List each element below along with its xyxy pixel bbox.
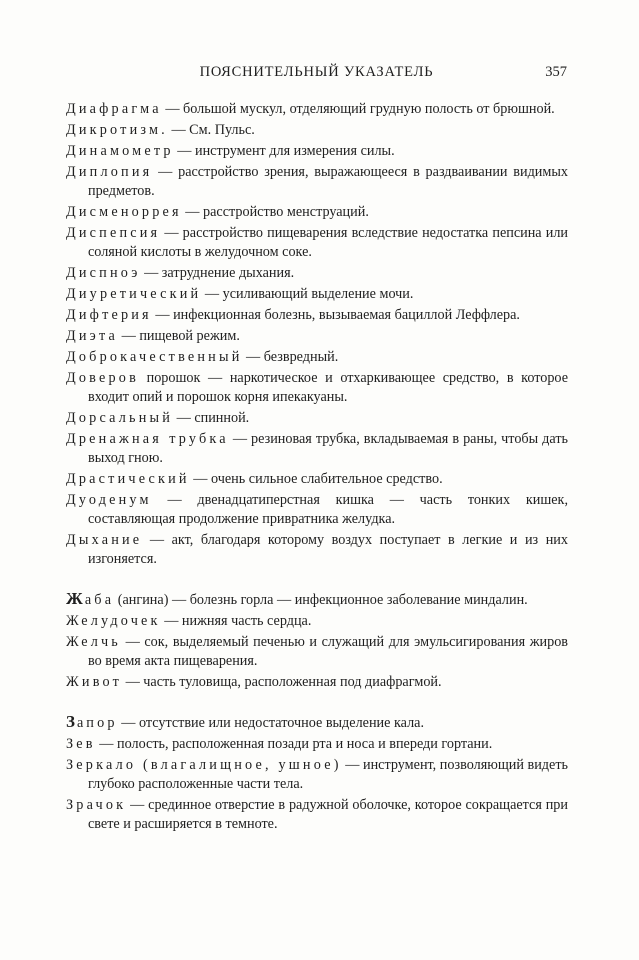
entry-term: Зеркало (влагалищное, ушное) (66, 757, 342, 773)
entry-definition: — См. Пульс. (167, 122, 255, 138)
entry-term: аба (84, 592, 115, 608)
entry-definition: — большой мускул, отделяющий грудную полость от брюшной. (161, 101, 555, 117)
glossary-entry (66, 756, 568, 794)
glossary-entry (66, 633, 568, 671)
page-number: 357 (545, 64, 567, 80)
entry-definition: (ангина) — болезнь горла — инфекционное заболевание миндалин. (114, 592, 528, 608)
glossary-entry (66, 163, 568, 201)
entry-definition: — нижняя часть сердца. (160, 613, 312, 629)
glossary-entry (66, 409, 568, 428)
glossary-entry (66, 531, 568, 569)
entry-definition: — затруднение дыхания. (140, 265, 295, 281)
entry-definition: — расстройство зрения, выражающееся в раздваивании видимых предметов. (88, 164, 568, 199)
section-initial-letter: З (66, 712, 77, 731)
glossary-entry (66, 264, 568, 283)
glossary-entry (66, 121, 568, 140)
glossary-entry (66, 348, 568, 367)
glossary-content (66, 100, 568, 836)
glossary-entry (66, 430, 568, 468)
section-gap (66, 571, 568, 589)
entry-term: Дренажная трубка (66, 431, 229, 447)
entry-definition: — спинной. (173, 410, 250, 426)
entry-definition: — полость, расположенная позади рта и носа и впереди гортани. (95, 736, 493, 752)
glossary-entry (66, 285, 568, 304)
entry-definition: — инструмент для измерения силы. (173, 143, 395, 159)
entry-definition: — пищевой режим. (118, 328, 240, 344)
entry-term: Зрачок (66, 797, 127, 813)
page-title: ПОЯСНИТЕЛЬНЫЙ УКАЗАТЕЛЬ (199, 64, 434, 80)
entry-definition: — расстройство пищеварения вследствие недостатка пепсина или соляной кислоты в желудочном соке. (88, 225, 568, 260)
entry-term: Диспепсия (66, 225, 161, 241)
entry-definition: — инструмент, позволяющий видеть глубоко расположенные части тела. (88, 757, 568, 792)
entry-term: Желчь (66, 634, 121, 650)
entry-term: Диплопия (66, 164, 153, 180)
entry-term: Дуоденум (66, 492, 152, 508)
entry-definition: — усиливающий выделение мочи. (201, 286, 414, 302)
glossary-entry (66, 589, 568, 610)
entry-definition: порошок — наркотическое и отхаркивающее средство, в которое входит опий и порошок корня ипекакуаны. (88, 370, 568, 405)
glossary-entry (66, 369, 568, 407)
glossary-entry (66, 735, 568, 754)
entry-term: Доверов (66, 370, 139, 386)
entry-term: Динамометр (66, 143, 174, 159)
entry-definition: — резиновая трубка, вкладываемая в раны, чтобы дать выход гною. (88, 431, 569, 466)
entry-definition: — двенадцатиперстная кишка — часть тонких кишек, составляющая продолжение привратника желудка. (88, 492, 568, 527)
entry-term: Диэта (66, 328, 119, 344)
entry-definition: — отсутствие или недостаточное выделение кала. (117, 715, 424, 731)
entry-term: Диуретический (66, 286, 202, 302)
entry-definition: — часть туловища, расположенная под диафрагмой. (122, 674, 442, 690)
entry-term: Дыхание (66, 532, 143, 548)
glossary-entry (66, 470, 568, 489)
section-gap (66, 694, 568, 712)
entry-definition: — очень сильное слабительное средство. (189, 471, 443, 487)
entry-definition: — инфекционная болезнь, вызываемая бациллой Леффлера. (151, 307, 520, 323)
glossary-entry (66, 796, 568, 834)
glossary-entry (66, 491, 568, 529)
entry-term: Живот (66, 674, 123, 690)
entry-term: Диспноэ (66, 265, 141, 281)
entry-term: Драстический (66, 471, 190, 487)
glossary-entry (66, 142, 568, 161)
running-header (66, 64, 567, 86)
entry-term: Доброкачественный (66, 349, 243, 365)
entry-term: Дисменоррея (66, 204, 182, 220)
glossary-entry (66, 100, 568, 119)
glossary-entry (66, 712, 568, 733)
entry-definition: — сок, выделяемый печенью и служащий для эмульсигирования жиров во время акта пищеварения. (88, 634, 568, 669)
section-initial-letter: Ж (66, 589, 85, 608)
glossary-entry (66, 224, 568, 262)
entry-term: Желудочек (66, 613, 161, 629)
glossary-entry (66, 673, 568, 692)
glossary-entry (66, 306, 568, 325)
entry-definition: — акт, благодаря которому воздух поступает в легкие и из них изгоняется. (88, 532, 568, 567)
entry-definition: — безвредный. (242, 349, 339, 365)
glossary-entry (66, 203, 568, 222)
entry-term: Дифтерия (66, 307, 152, 323)
entry-term: Дорсальный (66, 410, 174, 426)
glossary-entry (66, 327, 568, 346)
entry-definition: — срединное отверстие в радужной оболочке, которое сокращается при свете и расширяется в темноте. (88, 797, 568, 832)
entry-term: Диафрагма (66, 101, 162, 117)
entry-definition: — расстройство менструаций. (181, 204, 369, 220)
entry-term: апор (76, 715, 118, 731)
glossary-entry (66, 612, 568, 631)
entry-term: Зев (66, 736, 96, 752)
entry-term: Дикротизм. (66, 122, 168, 138)
